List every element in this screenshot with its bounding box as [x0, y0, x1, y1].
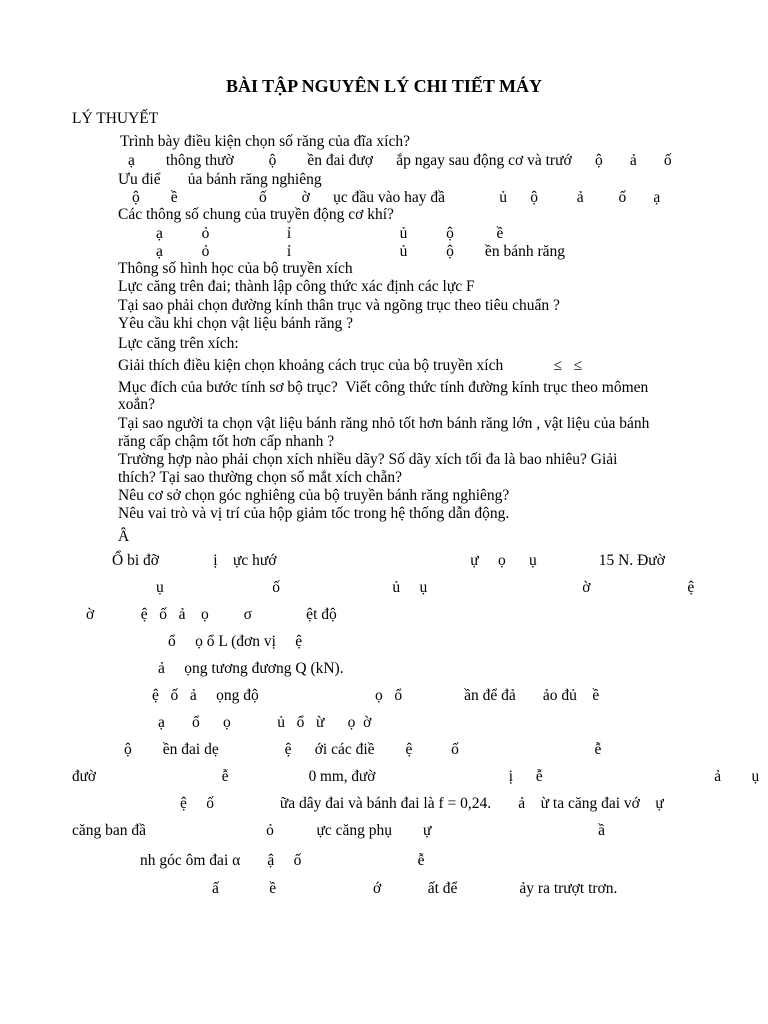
theory-line: răng cấp chậm tốt hơn cấp nhanh ?: [118, 433, 335, 450]
exercise-line: ụ ố ủ ụ ờ ệ: [156, 579, 695, 596]
theory-line: Tại sao phải chọn đường kính thân trục và ngõng trục theo tiêu chuẩn ?: [118, 297, 560, 314]
theory-line: Mục đích của bước tính sơ bộ trục? Viết công thức tính đường kính trục theo mômen: [118, 379, 649, 396]
exercise-line: ệ ố ữa dây đai và bánh đai là f = 0,24. ả ừ ta căng đai vớ ự: [180, 795, 664, 812]
exercise-line: ờ ệ ố ả ọ σ ệt độ: [86, 606, 337, 623]
theory-line: Ưu điể ủa bánh răng nghiêng: [118, 171, 322, 188]
theory-line: Lực căng trên đai; thành lập công thức xác định các lực F: [118, 278, 475, 295]
exercise-line: nh góc ôm đai α ậ ố ễ: [140, 852, 425, 869]
exercise-line: ộ ền đai dẹ ệ ới các điề ệ ố ễ: [124, 741, 602, 758]
theory-line: Yêu cầu khi chọn vật liệu bánh răng ?: [118, 315, 353, 332]
theory-line: Nêu vai trò và vị trí của hộp giảm tốc trong hệ thống dẫn động.: [118, 505, 510, 522]
exercise-line: ả ọng tương đương Q (kN).: [158, 660, 344, 677]
theory-line: Lực căng trên xích:: [118, 335, 239, 352]
theory-line: Thông số hình học của bộ truyền xích: [118, 260, 353, 277]
theory-line: Nêu cơ sở chọn góc nghiêng của bộ truyền bánh răng nghiêng?: [118, 487, 510, 504]
section-heading-exercise: Â: [118, 528, 130, 545]
theory-line: Giải thích điều kiện chọn khoảng cách trục của bộ truyền xích ≤ ≤: [118, 357, 583, 374]
theory-line: ộ ề ố ờ ục đầu vào hay đầ ủ ộ ả ố ạ: [132, 189, 661, 206]
exercise-line: ổ ọ ổ L (đơn vị ệ: [168, 633, 303, 650]
exercise-line: ấ ề ớ ất để ảy ra trượt trơn.: [212, 880, 618, 897]
section-heading-theory: LÝ THUYẾT: [72, 110, 159, 127]
exercise-line: Ổ bi đỡ ị ực hướ ự ọ ụ 15 N. Đườ: [112, 552, 665, 569]
page-title: BÀI TẬP NGUYÊN LÝ CHI TIẾT MÁY: [225, 76, 543, 96]
exercise-line: ạ ổ ọ ủ ổ ừ ọ ờ: [158, 714, 372, 731]
exercise-line: căng ban đầ ỏ ực căng phụ ự ầ: [72, 822, 605, 839]
theory-line: thích? Tại sao thường chọn số mắt xích chẵn?: [118, 469, 403, 486]
theory-line: xoắn?: [118, 396, 156, 413]
theory-line: Các thông số chung của truyền động cơ khí?: [118, 206, 394, 223]
theory-line: Trình bày điều kiện chọn số răng của đĩa xích?: [120, 133, 410, 150]
exercise-line: ệ ố ả ọng độ ọ ổ ần để đả ảo đủ ề: [152, 687, 600, 704]
theory-line: Tại sao người ta chọn vật liệu bánh răng nhỏ tốt hơn bánh răng lớn , vật liệu của bánh: [118, 415, 650, 432]
theory-line: Trường hợp nào phải chọn xích nhiều dãy? Số dãy xích tối đa là bao nhiêu? Giải: [118, 451, 618, 468]
theory-line: ạ ỏ ỉ ủ ộ ền bánh răng: [156, 243, 565, 260]
theory-line: ạ thông thườ ộ ền đai đượ ắp ngay sau động cơ và trướ ộ ả ố: [128, 152, 672, 169]
theory-line: ạ ỏ ỉ ủ ộ ề: [156, 225, 504, 242]
exercise-line: đườ ễ 0 mm, đườ ị ễ ả ụ: [72, 768, 760, 785]
